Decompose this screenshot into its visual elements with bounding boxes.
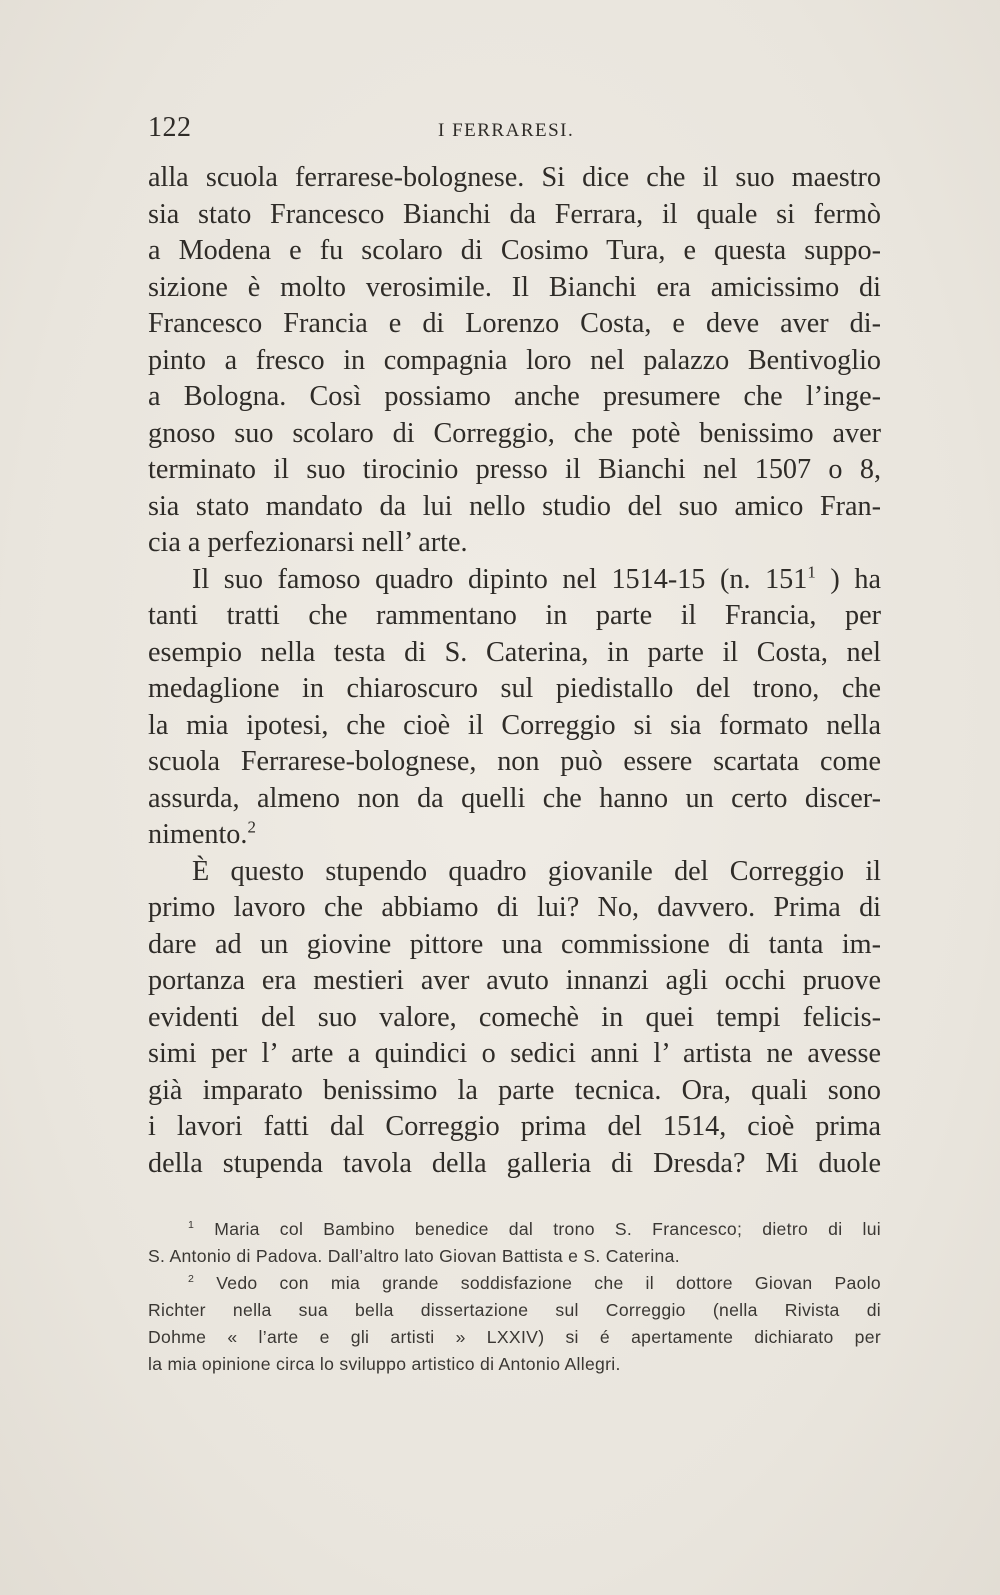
text-line: dare ad un giovine pittore una commissione di tanta im- xyxy=(148,928,881,960)
text-line: tanti tratti che rammentano in parte il Francia, per xyxy=(148,600,881,631)
text-line xyxy=(148,562,881,599)
text-line: sizione è molto verosimile. Il Bianchi era amicissimo di xyxy=(148,271,881,303)
text-line: scuola Ferrarese-bolognese, non può essere scartata come xyxy=(148,746,881,777)
footnote-line: S. Antonio di Padova. Dall’altro lato Giovan Battista e S. Caterina. xyxy=(148,1246,680,1266)
text-line: i lavori fatti dal Correggio prima del 1514, cioè prima xyxy=(148,1111,881,1142)
text-line: cia a perfezionarsi nell’ arte. xyxy=(148,527,468,558)
footnote-text: Maria col Bambino benedice dal trono S. Francesco; dietro di lui xyxy=(214,1219,881,1239)
text-line: portanza era mestieri aver avuto innanzi agli occhi pruove xyxy=(148,965,881,996)
text-line: medaglione in chiaroscuro sul piedistallo del trono, che xyxy=(148,673,881,704)
text-line: assurda, almeno non da quelli che hanno un certo discer- xyxy=(148,782,881,814)
text-line: a Modena e fu scolaro di Cosimo Tura, e questa suppo- xyxy=(148,235,881,266)
footnote-line xyxy=(148,1216,881,1243)
text-line: È questo stupendo quadro giovanile del Correggio il xyxy=(192,855,881,887)
text-line: primo lavoro che abbiamo di lui? No, davvero. Prima di xyxy=(148,892,881,923)
text-line: terminato il suo tirocinio presso il Bianchi nel 1507 o 8, xyxy=(148,454,881,485)
text-line: già imparato benissimo la parte tecnica. Ora, quali sono xyxy=(148,1074,881,1106)
text-line: pinto a fresco in compagnia loro nel palazzo Bentivoglio xyxy=(148,344,881,376)
page-header xyxy=(148,112,880,148)
footnotes xyxy=(148,1216,881,1378)
page-number: 122 xyxy=(148,112,192,143)
text-line: la mia ipotesi, che cioè il Correggio si sia formato nella xyxy=(148,709,881,741)
text-line xyxy=(148,817,881,854)
text-fragment: Il suo famoso quadro dipinto nel 1514-15 (n. 151 xyxy=(192,563,808,595)
text-line: gnoso suo scolaro di Correggio, che potè benissimo aver xyxy=(148,417,881,449)
running-title: I FERRARESI. xyxy=(438,120,575,141)
text-line: Francesco Francia e di Lorenzo Costa, e deve aver di- xyxy=(148,308,881,339)
text-fragment: ) ha xyxy=(830,563,881,595)
text-line: esempio nella testa di S. Caterina, in parte il Costa, nel xyxy=(148,636,881,668)
text-line: sia stato mandato da lui nello studio del suo amico Fran- xyxy=(148,490,881,522)
text-fragment: nimento. xyxy=(148,819,248,850)
footnote-mark: 1 xyxy=(188,1219,195,1232)
footnote-line: Richter nella sua bella dissertazione sul Correggio (nella Rivista di xyxy=(148,1300,881,1320)
text-line: a Bologna. Così possiamo anche presumere che l’inge- xyxy=(148,381,881,412)
text-line: alla scuola ferrarese-bolognese. Si dice che il suo maestro xyxy=(148,162,881,193)
footnote-text: Vedo con mia grande soddisfazione che il dottore Giovan Paolo xyxy=(216,1273,881,1293)
text-line: simi per l’ arte a quindici o sedici anni l’ artista ne avesse xyxy=(148,1038,881,1069)
text-line: sia stato Francesco Bianchi da Ferrara, il quale si fermò xyxy=(148,198,881,230)
footnote-ref: 1 xyxy=(807,562,816,582)
footnote-mark: 2 xyxy=(188,1273,195,1286)
footnote-line: la mia opinione circa lo sviluppo artistico di Antonio Allegri. xyxy=(148,1354,621,1374)
text-line: della stupenda tavola della galleria di Dresda? Mi duole xyxy=(148,1147,881,1179)
footnote-ref: 2 xyxy=(247,817,256,837)
footnote-line xyxy=(148,1270,881,1297)
text-line: evidenti del suo valore, comechè in quei tempi felicis- xyxy=(148,1001,881,1033)
body-text xyxy=(148,160,881,1182)
footnote-line: Dohme « l’arte e gli artisti » LXXIV) si é apertamente dichiarato per xyxy=(148,1327,881,1347)
